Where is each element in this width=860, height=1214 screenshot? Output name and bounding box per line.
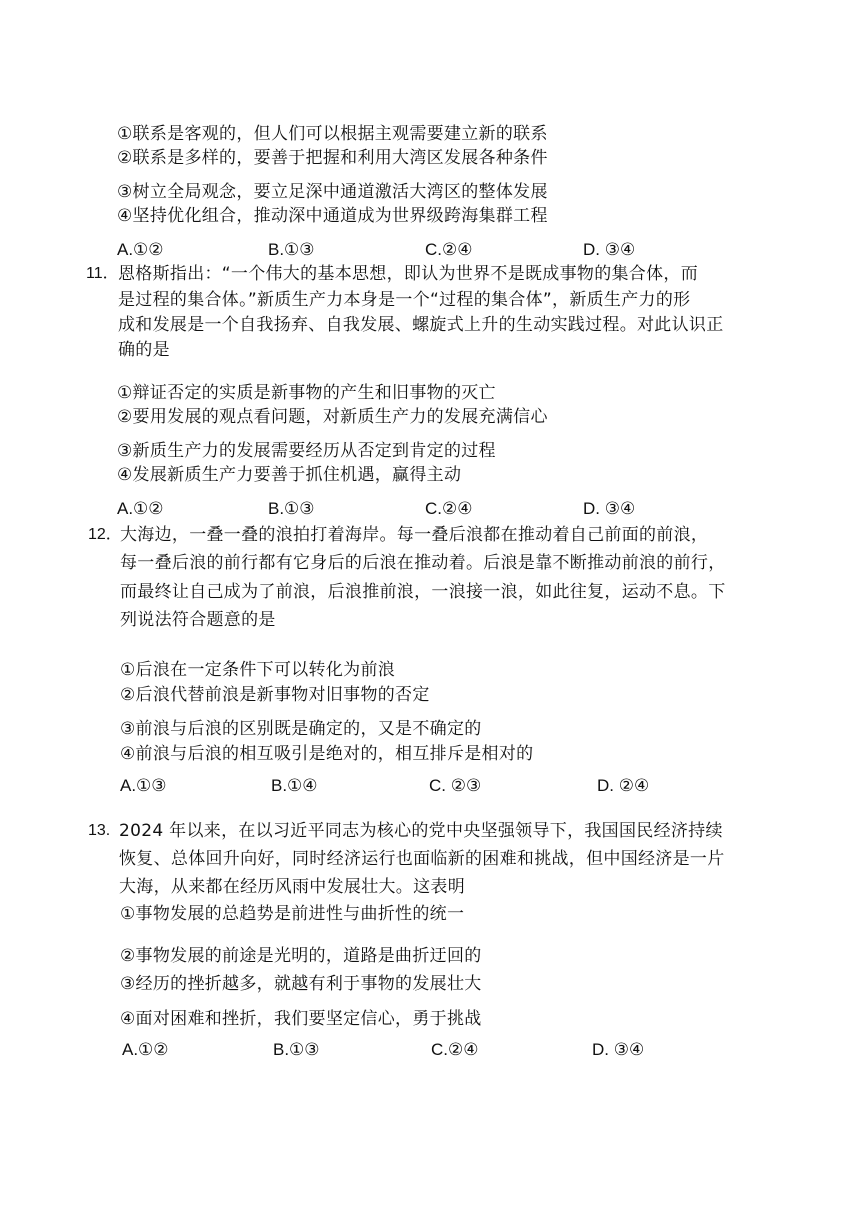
q13-stem-line-2: 恢复、总体回升向好，同时经济运行也面临新的困难和挑战，但中国经济是一片 [119, 849, 725, 869]
q12-option-a: A.①③ [120, 776, 167, 795]
q10-option-c: C.②④ [425, 240, 473, 259]
q11-option-d: D. ③④ [583, 499, 636, 518]
q10-statement-3: ③树立全局观念，要立足深中通道激活大湾区的整体发展 [117, 182, 548, 202]
q13-option-b: B.①③ [273, 1040, 320, 1059]
q10-statement-1: ①联系是客观的，但人们可以根据主观需要建立新的联系 [117, 124, 548, 144]
q11-stem-line-1: 恩格斯指出：“一个伟大的基本思想，即认为世界不是既成事物的集合体，而 [118, 264, 699, 284]
q13-stem-line-3: 大海，从来都在经历风雨中发展壮大。这表明 [119, 877, 465, 897]
q12-option-d: D. ②④ [597, 776, 650, 795]
q12-option-b: B.①④ [271, 776, 318, 795]
q11-statement-2: ②要用发展的观点看问题，对新质生产力的发展充满信心 [117, 407, 548, 427]
q13-option-a: A.①② [122, 1040, 169, 1059]
q13-statement-4: ④面对困难和挫折，我们要坚定信心，勇于挑战 [120, 1009, 482, 1029]
q10-statement-2: ②联系是多样的，要善于把握和利用大湾区发展各种条件 [117, 148, 548, 168]
q11-statement-1: ①辩证否定的实质是新事物的产生和旧事物的灭亡 [117, 383, 496, 403]
q13-number: 13. [88, 822, 111, 839]
q12-number: 12． [88, 526, 122, 543]
q12-statement-4: ④前浪与后浪的相互吸引是绝对的，相互排斥是相对的 [120, 744, 534, 764]
q13-option-d: D. ③④ [592, 1040, 645, 1059]
q10-option-d: D. ③④ [583, 240, 636, 259]
q11-option-b: B.①③ [268, 499, 315, 518]
q12-stem-line-4: 列说法符合题意的是 [120, 610, 276, 630]
q12-statement-2: ②后浪代替前浪是新事物对旧事物的否定 [120, 685, 430, 705]
q11-stem-line-2: 是过程的集合体。”新质生产力本身是一个“过程的集合体”，新质生产力的形 [118, 290, 691, 310]
q12-statement-1: ①后浪在一定条件下可以转化为前浪 [120, 660, 396, 680]
q11-statement-3: ③新质生产力的发展需要经历从否定到肯定的过程 [117, 441, 496, 461]
q12-stem-line-3: 而最终让自己成为了前浪，后浪推前浪，一浪接一浪，如此往复，运动不息。下 [120, 582, 726, 602]
q11-stem-line-3: 成和发展是一个自我扬弃、自我发展、螺旋式上升的生动实践过程。对此认识正 [118, 315, 724, 335]
q13-option-c: C.②④ [431, 1040, 479, 1059]
q11-option-a: A.①② [117, 499, 164, 518]
q10-option-a: A.①② [117, 240, 164, 259]
q13-statement-2: ②事物发展的前途是光明的，道路是曲折迂回的 [120, 946, 482, 966]
q11-option-c: C.②④ [425, 499, 473, 518]
q11-number: 11． [86, 265, 119, 282]
q11-stem-line-4: 确的是 [118, 340, 170, 360]
q10-statement-4: ④坚持优化组合，推动深中通道成为世界级跨海集群工程 [117, 206, 548, 226]
q12-statement-3: ③前浪与后浪的区别既是确定的，又是不确定的 [120, 719, 482, 739]
q12-stem-line-1: 大海边，一叠一叠的浪拍打着海岸。每一叠后浪都在推动着自己前面的前浪， [120, 525, 709, 545]
q13-stem-line-1: 2024 年以来，在以习近平同志为核心的党中央坚强领导下，我国国民经济持续 [119, 821, 723, 841]
q11-statement-4: ④发展新质生产力要善于抓住机遇，赢得主动 [117, 465, 462, 485]
q13-statement-1: ①事物发展的总趋势是前进性与曲折性的统一 [120, 904, 465, 924]
q10-option-b: B.①③ [268, 240, 315, 259]
q12-stem-line-2: 每一叠后浪的前行都有它身后的后浪在推动着。后浪是靠不断推动前浪的前行， [120, 553, 726, 573]
q13-statement-3: ③经历的挫折越多，就越有利于事物的发展壮大 [120, 974, 482, 994]
q12-option-c: C. ②③ [429, 776, 482, 795]
